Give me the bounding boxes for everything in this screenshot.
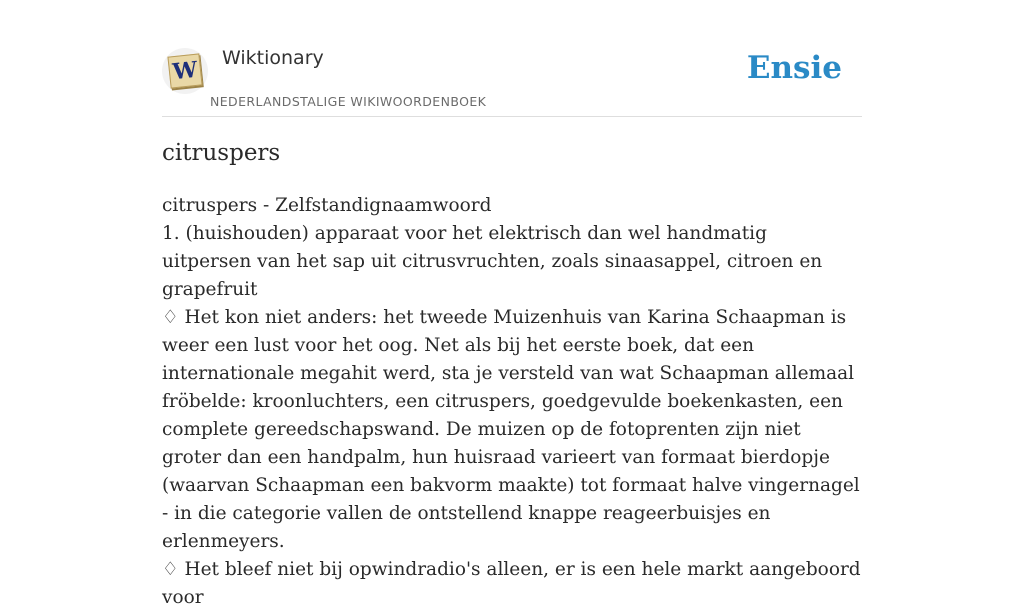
entry-heading: citruspers - Zelfstandignaamwoord (162, 195, 492, 216)
entry-content (162, 192, 862, 612)
site-header (162, 44, 862, 117)
site-name[interactable]: Wiktionary (222, 47, 324, 69)
site-subtitle: NEDERLANDSTALIGE WIKIWOORDENBOEK (210, 94, 487, 109)
example-quote: ♢ Het bleef niet bij opwindradio's alleen, er is een hele markt aangeboord voor (162, 559, 861, 608)
page-title: citruspers (162, 140, 281, 166)
example-quote: ♢ Het kon niet anders: het tweede Muizenhuis van Karina Schaapman is weer een lust voor het oog. Net als bij het eerste boek, dat een internationale megahit werd, sta je versteld van wat Schaapman allemaal fröbelde: kroonluchters, een citruspers, goedgevulde boekenkasten, een complete gereedschapswand. De muizen op de fotoprenten zijn niet groter dan een handpalm, hun huisraad varieert van formaat bierdopje (waarvan Schaapman een bakvorm maakte) tot formaat halve vingernagel - in die categorie vallen de ontstellend knappe reageerbuisjes en erlenmeyers. (162, 307, 860, 552)
wiktionary-logo[interactable] (162, 48, 208, 94)
logo-letter: W (167, 53, 202, 88)
ensie-logo[interactable]: Ensie (746, 50, 842, 86)
definition: 1. (huishouden) apparaat voor het elektrisch dan wel handmatig uitpersen van het sap uit citrusvruchten, zoals sinaasappel, citroen en grapefruit (162, 223, 823, 300)
